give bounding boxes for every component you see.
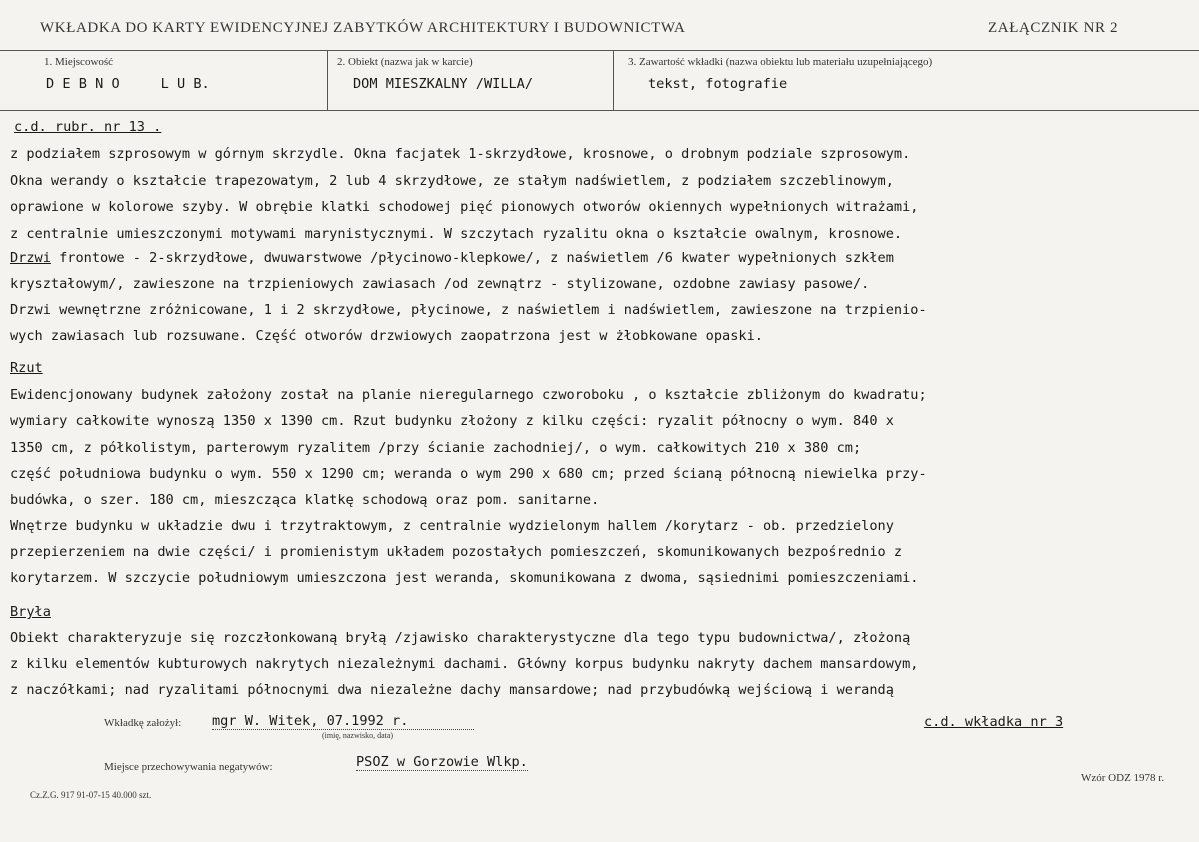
field-content-label: 3. Zawartość wkładki (nazwa obiektu lub materiału uzupełniającego) xyxy=(628,56,933,68)
field-divider-2 xyxy=(613,50,614,110)
text-line: część południowa budynku o wym. 550 x 1290 cm; weranda o wym 290 x 680 cm; przed ścianą północną niewielka przy- xyxy=(10,466,927,482)
field-location-value: D E B N O L U B. xyxy=(46,76,210,92)
field-object-label: 2. Obiekt (nazwa jak w karcie) xyxy=(337,56,473,68)
founded-by-label: Wkładkę założył: xyxy=(104,717,182,729)
text-line: przepierzeniem na dwie części/ i promienistym układem pozostałych pomieszczeń, skomunikowanych bezpośrednio z xyxy=(10,544,903,560)
print-code: Cz.Z.G. 917 91-07-15 40.000 szt. xyxy=(30,790,152,800)
text-line: z centralnie umieszczonymi motywami marynistycznymi. W szczytach ryzalitu okna o kształcie owalnym, krosnowe. xyxy=(10,226,903,242)
text-line: budówka, o szer. 180 cm, mieszcząca klatkę schodową oraz pom. sanitarne. xyxy=(10,492,600,508)
field-content-value: tekst, fotografie xyxy=(648,76,788,92)
doors-heading: Drzwi xyxy=(10,250,51,266)
founded-by-caption: (imię, nazwisko, data) xyxy=(322,731,394,740)
plan-heading: Rzut xyxy=(10,360,43,376)
text-line: Drzwi wewnętrzne zróżnicowane, 1 i 2 skrzydłowe, płycinowe, z naświetlem i nadświetlem, zawieszone na trzpienio- xyxy=(10,302,927,318)
text-line: korytarzem. W szczycie południowym umieszczona jest weranda, skomunikowana z dwoma, sąsiednimi pomieszczeniami. xyxy=(10,570,919,586)
continued-insert: c.d. wkładka nr 3 xyxy=(924,714,1064,730)
field-box-top-border xyxy=(0,50,1199,51)
founded-by-field xyxy=(212,713,474,730)
field-box-bottom-border xyxy=(0,110,1199,111)
text-line: wych zawiasach lub rozsuwane. Część otworów drzwiowych zaopatrzona jest w żłobkowane opaski. xyxy=(10,328,763,344)
founded-by-value: mgr W. Witek, 07.1992 r. xyxy=(212,713,474,730)
text-line: 1350 cm, z półkolistym, parterowym ryzalitem /przy ścianie zachodniej/, o wym. całkowitych 210 x 380 cm; xyxy=(10,440,862,456)
field-object-value: DOM MIESZKALNY /WILLA/ xyxy=(353,76,534,92)
text-line: Okna werandy o kształcie trapezowatym, 2 lub 4 skrzydłowe, ze stałym nadświetlem, z podziałem szczeblinowym, xyxy=(10,173,894,189)
section-reference: c.d. rubr. nr 13 . xyxy=(14,119,162,135)
storage-value: PSOZ w Gorzowie Wlkp. xyxy=(356,754,528,770)
form-title: WKŁADKA DO KARTY EWIDENCYJNEJ ZABYTKÓW ARCHITEKTURY I BUDOWNICTWA xyxy=(40,20,686,36)
text-line: Ewidencjonowany budynek założony został na planie nieregularnego czworoboku , o kształcie zbliżonym do kwadratu; xyxy=(10,387,927,403)
storage-label: Miejsce przechowywania negatywów: xyxy=(104,761,273,773)
field-divider-1 xyxy=(327,50,328,110)
mass-heading: Bryła xyxy=(10,604,51,620)
attachment-number: ZAŁĄCZNIK NR 2 xyxy=(988,20,1119,36)
form-model: Wzór ODZ 1978 r. xyxy=(1081,772,1165,784)
text-line: z podziałem szprosowym w górnym skrzydle. Okna facjatek 1-skrzydłowe, krosnowe, o drobnym podziale szprosowym. xyxy=(10,146,911,162)
field-location-label: 1. Miejscowość xyxy=(44,56,114,68)
text-line: wymiary całkowite wynoszą 1350 x 1390 cm. Rzut budynku złożony z kilku części: ryzalit północny o wym. 840 x xyxy=(10,413,894,429)
text-line: Obiekt charakteryzuje się rozczłonkowaną bryłą /zjawisko charakterystyczne dla tego typu budownictwa/, złożoną xyxy=(10,630,911,646)
text-line: z naczółkami; nad ryzalitami północnymi dwa niezależne dachy mansardowe; nad przybudówką wejściową i werandą xyxy=(10,682,894,698)
text-line xyxy=(10,250,894,266)
text-line: Wnętrze budynku w układzie dwu i trzytraktowym, z centralnie wydzielonym hallem /korytarz - ob. przedzielony xyxy=(10,518,894,534)
text-line: z kilku elementów kubturowych nakrytych niezależnymi dachami. Główny korpus budynku nakryty dachem mansardowym, xyxy=(10,656,919,672)
text-line: oprawione w kolorowe szyby. W obrębie klatki schodowej pięć pionowych otworów okiennych wypełnionych witrażami, xyxy=(10,199,919,215)
doors-text: frontowe - 2-skrzydłowe, dwuwarstwowe /płycinowo-klepkowe/, z naświetlem /6 kwater wypełnionych szkłem xyxy=(50,250,894,266)
text-line: kryształowym/, zawieszone na trzpieniowych zawiasach /od zewnątrz - stylizowane, ozdobne zawiasy pasowe/. xyxy=(10,276,870,292)
